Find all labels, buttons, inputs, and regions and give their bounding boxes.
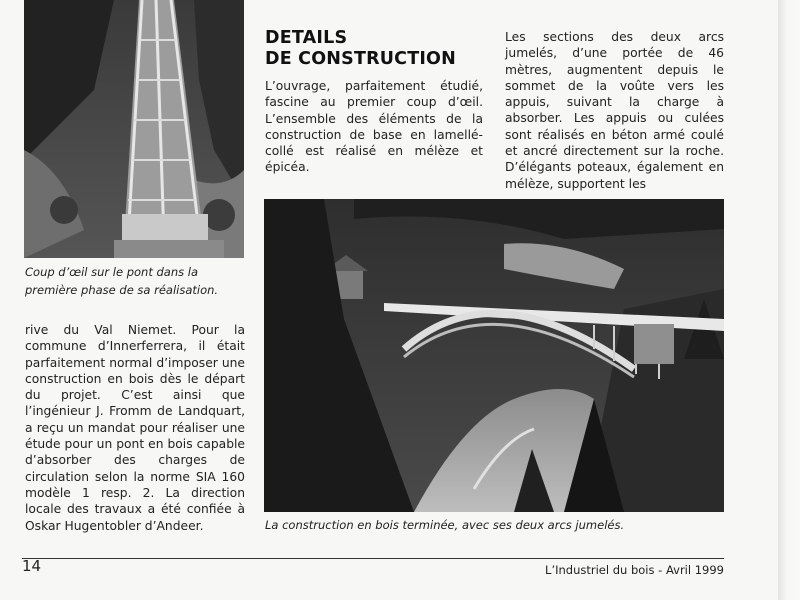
bridge-photo <box>264 199 724 512</box>
section-heading <box>265 28 465 70</box>
right-column-paragraph: Les sections des deux arcs jumelés, d’une portée de 46 mètres, augmentent depuis le sommet de la voûte vers les appuis, suivant la charge à absorber. Les appuis ou culées sont réalisés en béton armé coulé et ancré directement sur la roche. D’élégants poteaux, également en mélèze, supportent les <box>505 30 724 191</box>
page-edge <box>778 0 800 600</box>
construction-photo-caption: Coup d’œil sur le pont dans la première phase de sa réalisation. <box>25 265 219 297</box>
footer-rule <box>22 558 724 559</box>
page-number: 14 <box>22 557 42 575</box>
bridge-photo-caption: La construction en bois terminée, avec ses deux arcs jumelés. <box>265 518 625 532</box>
heading-line-1: DETAILS <box>265 28 348 48</box>
intro-paragraph: L’ouvrage, parfaitement étudié, fascine au premier coup d’œil. L’ensemble des éléments de la construction de base en lamellé-collé est réalisé en mélèze et épicéa. <box>265 79 483 175</box>
heading-line-2: DE CONSTRUCTION <box>265 49 456 69</box>
left-column-paragraph: rive du Val Niemet. Pour la commune d’Innerferrera, il était parfaitement normal d’imposer une construction en bois dès le départ du projet. C’est ainsi que l’ingénieur J. Fromm de Landquart, a reçu un mandat pour réaliser une étude pour un pont en bois capable d’absorber des charges de circulation selon la norme SIA 160 modèle 1 resp. 2. La direction locale des travaux a été confiée à Oskar Hugentobler d’Andeer. <box>25 323 245 533</box>
publication-footer: L’Industriel du bois - Avril 1999 <box>545 563 724 577</box>
construction-photo <box>24 0 244 258</box>
